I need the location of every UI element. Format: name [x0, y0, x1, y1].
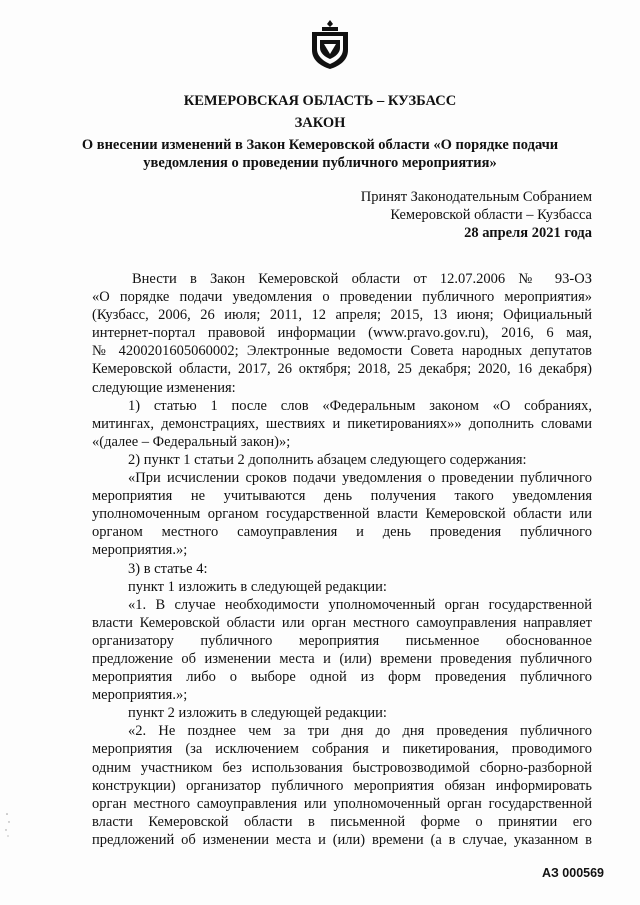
- body-line: 1) статью 1 после слов «Федеральным законом «О собраниях,: [128, 397, 592, 414]
- body-line: мероприятия либо о выборе одной из форм проведения публичного: [92, 669, 592, 686]
- body-line: 2) пункт 1 статьи 2 дополнить абзацем следующего содержания:: [128, 451, 527, 468]
- body-line: предложений об изменении места и (или) времени (а в случае, указанном в: [92, 831, 592, 848]
- body-line: «При исчислении сроков подачи уведомления о проведении публичного: [128, 470, 592, 487]
- scan-margin-marks: [4, 810, 12, 840]
- body-line: интернет-портал правовой информации (www.pravo.gov.ru), 2016, 6 мая,: [92, 325, 592, 342]
- body-line: митингах, демонстрациях, шествиях и пикетированиях»» дополнить словами: [92, 415, 592, 432]
- body-line: власти Кемеровской области или орган местного самоуправления направляет: [92, 614, 592, 631]
- body-line: мероприятия не учитываются день получения такого уведомления: [92, 488, 592, 505]
- document-type-heading: ЗАКОН: [294, 115, 346, 131]
- body-line: мероприятия (за исключением собрания и пикетирования, проводимого: [92, 741, 592, 758]
- body-line: пункт 1 изложить в следующей редакции:: [128, 578, 387, 595]
- body-line: Кемеровской области, 2017, 26 октября; 2018, 25 декабря; 2020, 16 декабря): [92, 361, 592, 378]
- body-line: мероприятия.»;: [92, 542, 188, 559]
- body-line: «2. Не позднее чем за три дня до дня проведения публичного: [128, 723, 592, 740]
- serial-number: АЗ 000569: [541, 866, 604, 880]
- body-line: (Кузбасс, 2006, 26 июля; 2011, 12 апреля; 2015, 13 июня; Официальный: [92, 307, 592, 324]
- adoption-date: 28 апреля 2021 года: [464, 225, 592, 241]
- body-line: одним участником без использования быстровозводимой сборно-разборной: [92, 759, 592, 776]
- body-line: пункт 2 изложить в следующей редакции:: [128, 705, 387, 722]
- law-title-line-2: уведомления о проведении публичного мероприятия»: [143, 155, 497, 171]
- region-heading: КЕМЕРОВСКАЯ ОБЛАСТЬ – КУЗБАСС: [183, 93, 457, 109]
- body-line: «О порядке подачи уведомления о проведении публичного мероприятия»: [92, 289, 592, 306]
- body-line: орган местного самоуправления или уполномоченный орган государственной: [92, 795, 592, 812]
- body-line: следующие изменения:: [92, 379, 236, 396]
- body-line: организатору публичного мероприятия письменное обоснованное: [92, 632, 592, 649]
- coat-of-arms-icon: [308, 18, 352, 70]
- body-line: «(далее – Федеральный закон)»;: [92, 433, 291, 450]
- adoption-line-2: Кемеровской области – Кузбасса: [390, 207, 592, 223]
- adoption-line-1: Принят Законодательным Собранием: [360, 189, 592, 205]
- body-line: конструкции) организатор публичного мероприятия обязан информировать: [92, 777, 592, 794]
- body-line: предложение об изменении места и (или) времени проведения публичного: [92, 650, 592, 667]
- law-body: [92, 270, 592, 849]
- law-title-line-1: О внесении изменений в Закон Кемеровской области «О порядке подачи: [81, 137, 559, 153]
- body-line: Внести в Закон Кемеровской области от 12.07.2006 № 93-ОЗ: [132, 271, 592, 287]
- body-line: уполномоченным органом государственной власти Кемеровской области или: [92, 506, 592, 523]
- body-line: органом местного самоуправления и день проведения публичного: [92, 524, 592, 541]
- body-line: власти Кемеровской области в письменной форме о принятии его: [92, 813, 592, 830]
- body-line: 3) в статье 4:: [128, 560, 208, 577]
- body-line: «1. В случае необходимости уполномоченный орган государственной: [128, 596, 592, 613]
- body-line: мероприятия.»;: [92, 687, 188, 704]
- body-line: № 4200201605060002; Электронные ведомости Совета народных депутатов: [92, 343, 592, 360]
